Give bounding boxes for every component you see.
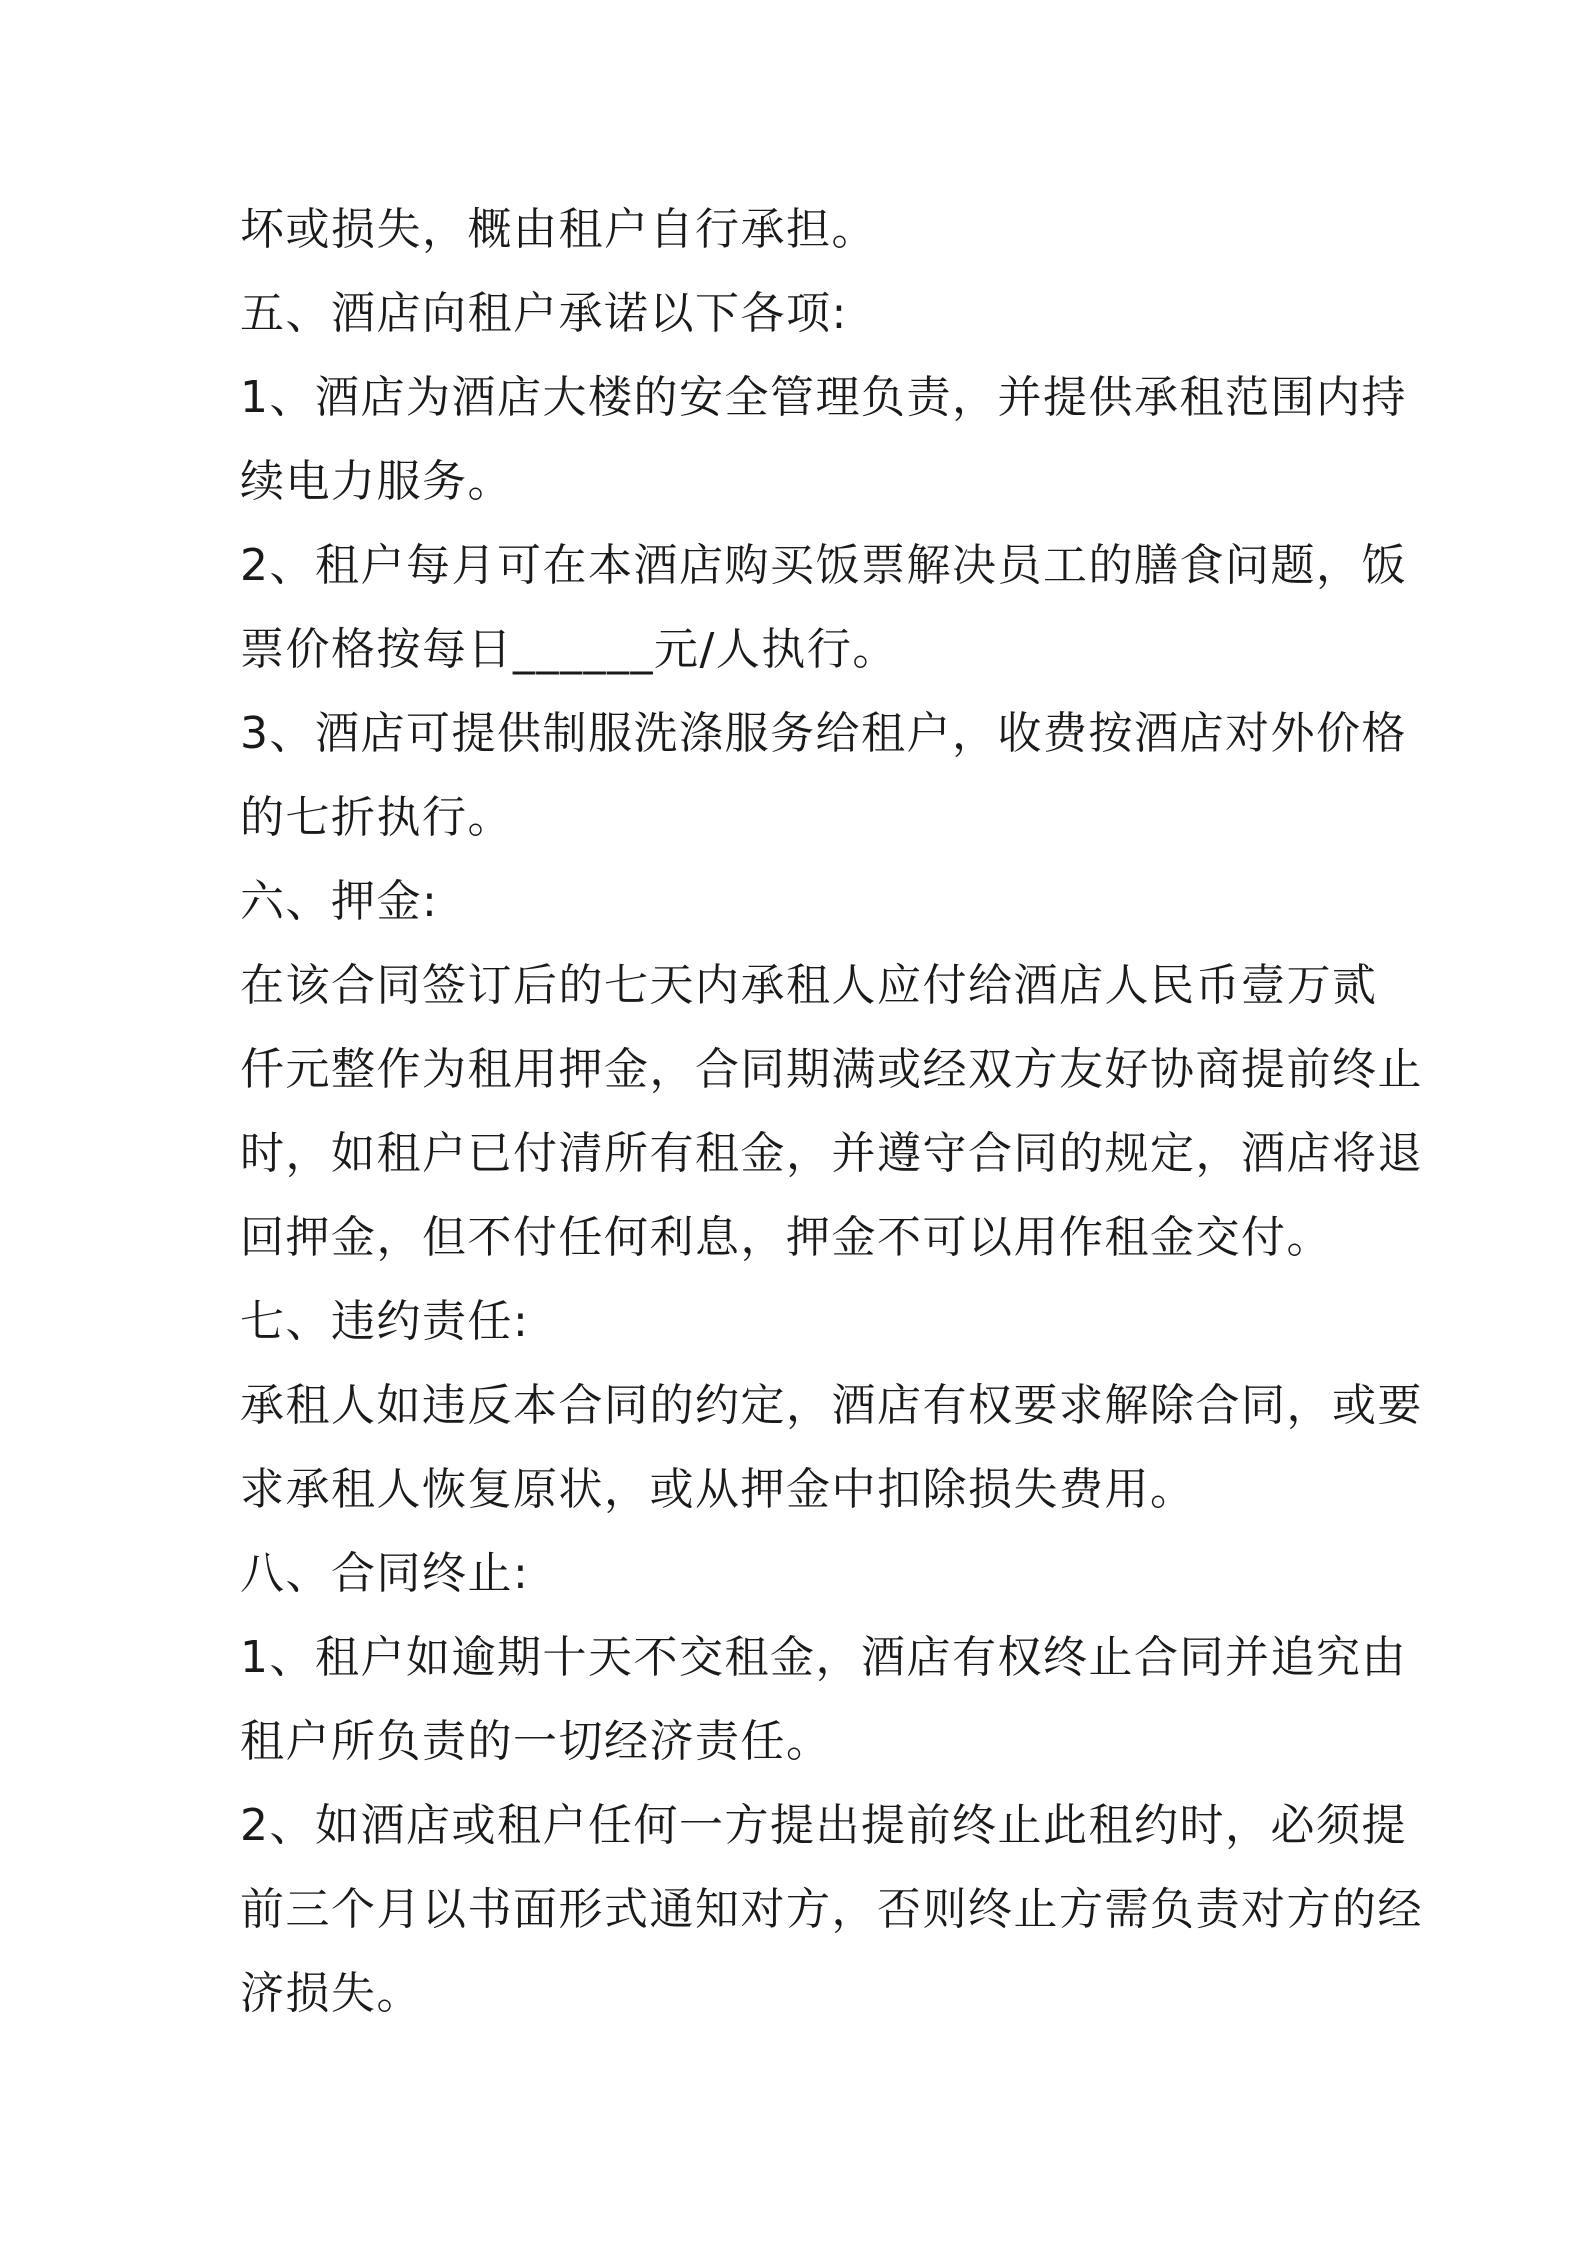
text-line: 回押金，但不付任何利息，押金不可以用作租金交付。 bbox=[240, 1212, 1332, 1263]
section-heading: 五、酒店向租户承诺以下各项: bbox=[240, 288, 848, 339]
section-heading: 七、违约责任: bbox=[240, 1296, 530, 1347]
text-line: 租户所负责的一切经济责任。 bbox=[240, 1716, 832, 1767]
text-line: 承租人如违反本合同的约定，酒店有权要求解除合同，或要 bbox=[240, 1380, 1423, 1431]
text-line: 在该合同签订后的七天内承租人应付给酒店人民币壹万贰 bbox=[240, 960, 1378, 1011]
text-line: 求承租人恢复原状，或从押金中扣除损失费用。 bbox=[240, 1464, 1196, 1515]
text-line: 坏或损失，概由租户自行承担。 bbox=[240, 204, 877, 255]
text-line: 续电力服务。 bbox=[240, 456, 513, 507]
text-line: 1、酒店为酒店大楼的安全管理负责，并提供承租范围内持 bbox=[240, 372, 1407, 423]
text-line: 济损失。 bbox=[240, 1968, 422, 2019]
text-line: 3、酒店可提供制服洗涤服务给租户，收费按酒店对外价格 bbox=[240, 708, 1407, 759]
text-line: 2、租户每月可在本酒店购买饭票解决员工的膳食问题，饭 bbox=[240, 540, 1407, 591]
text-line: 的七折执行。 bbox=[240, 792, 513, 843]
document-body bbox=[240, 188, 1423, 2036]
text-line: 2、如酒店或租户任何一方提出提前终止此租约时，必须提 bbox=[240, 1800, 1407, 1851]
section-heading: 六、押金: bbox=[240, 876, 439, 927]
text-line: 票价格按每日______元/人执行。 bbox=[240, 624, 898, 675]
text-line: 前三个月以书面形式通知对方，否则终止方需负责对方的经 bbox=[240, 1884, 1423, 1935]
section-heading: 八、合同终止: bbox=[240, 1548, 530, 1599]
text-line: 仟元整作为租用押金，合同期满或经双方友好协商提前终止 bbox=[240, 1044, 1423, 1095]
text-line: 时，如租户已付清所有租金，并遵守合同的规定，酒店将退 bbox=[240, 1128, 1423, 1179]
text-line: 1、租户如逾期十天不交租金，酒店有权终止合同并追究由 bbox=[240, 1632, 1407, 1683]
